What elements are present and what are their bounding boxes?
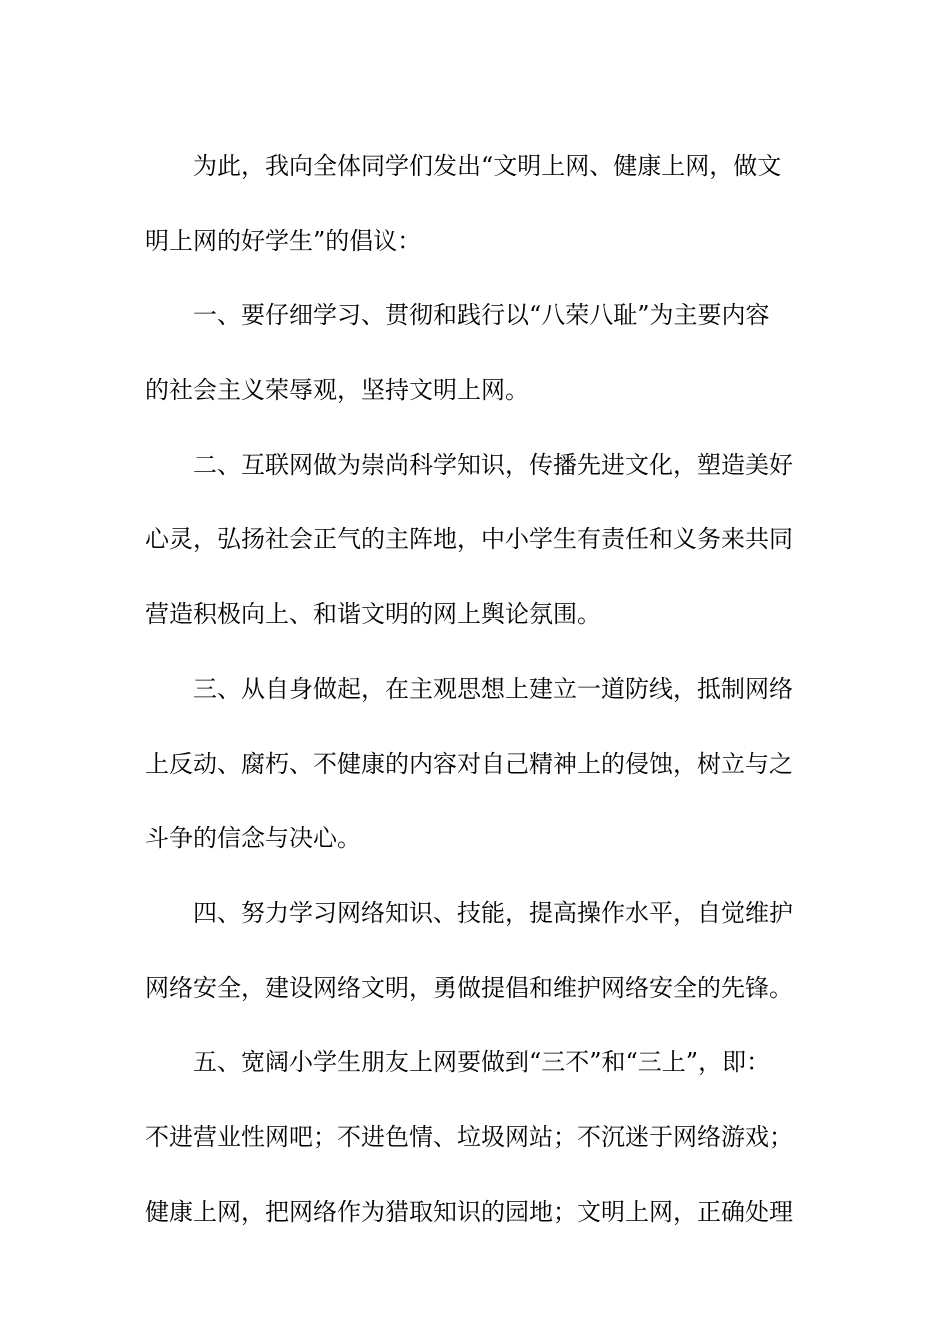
paragraph-3-line-3: 斗争的信念与决心。 — [145, 824, 361, 853]
paragraph-4-line-1: 四、努力学习网络知识、技能，提高操作水平，自觉维护 — [193, 898, 793, 927]
paragraph-2-line-1: 二、互联网做为崇尚科学知识，传播先进文化，塑造美好 — [193, 450, 793, 479]
document-body — [145, 129, 810, 1249]
paragraph-intro-line-1: 为此，我向全体同学们发出“文明上网、健康上网，做文 — [193, 152, 782, 180]
paragraph-4-line-2: 网络安全，建设网络文明，勇做提倡和维护网络安全的先锋。 — [145, 973, 793, 1002]
paragraph-5-line-3: 健康上网，把网络作为猎取知识的园地；文明上网，正确处理 — [145, 1197, 793, 1226]
paragraph-2-line-3: 营造积极向上、和谐文明的网上舆论氛围。 — [145, 600, 601, 629]
paragraph-1-line-2: 的社会主义荣辱观，坚持文明上网。 — [145, 376, 529, 405]
paragraph-1-line-1: 一、要仔细学习、贯彻和践行以“八荣八耻”为主要内容 — [193, 301, 770, 330]
paragraph-5-line-2: 不进营业性网吧；不进色情、垃圾网站；不沉迷于网络游戏； — [145, 1122, 793, 1151]
paragraph-3-line-1: 三、从自身做起，在主观思想上建立一道防线，抵制网络 — [193, 674, 793, 703]
paragraph-3-line-2: 上反动、腐朽、不健康的内容对自己精神上的侵蚀，树立与之 — [145, 749, 793, 778]
paragraph-2-line-2: 心灵，弘扬社会正气的主阵地，中小学生有责任和义务来共同 — [145, 525, 793, 554]
paragraph-intro-line-2: 明上网的好学生”的倡议： — [145, 226, 422, 255]
paragraph-5-line-1: 五、宽阔小学生朋友上网要做到“三不”和“三上”，即： — [193, 1048, 771, 1077]
